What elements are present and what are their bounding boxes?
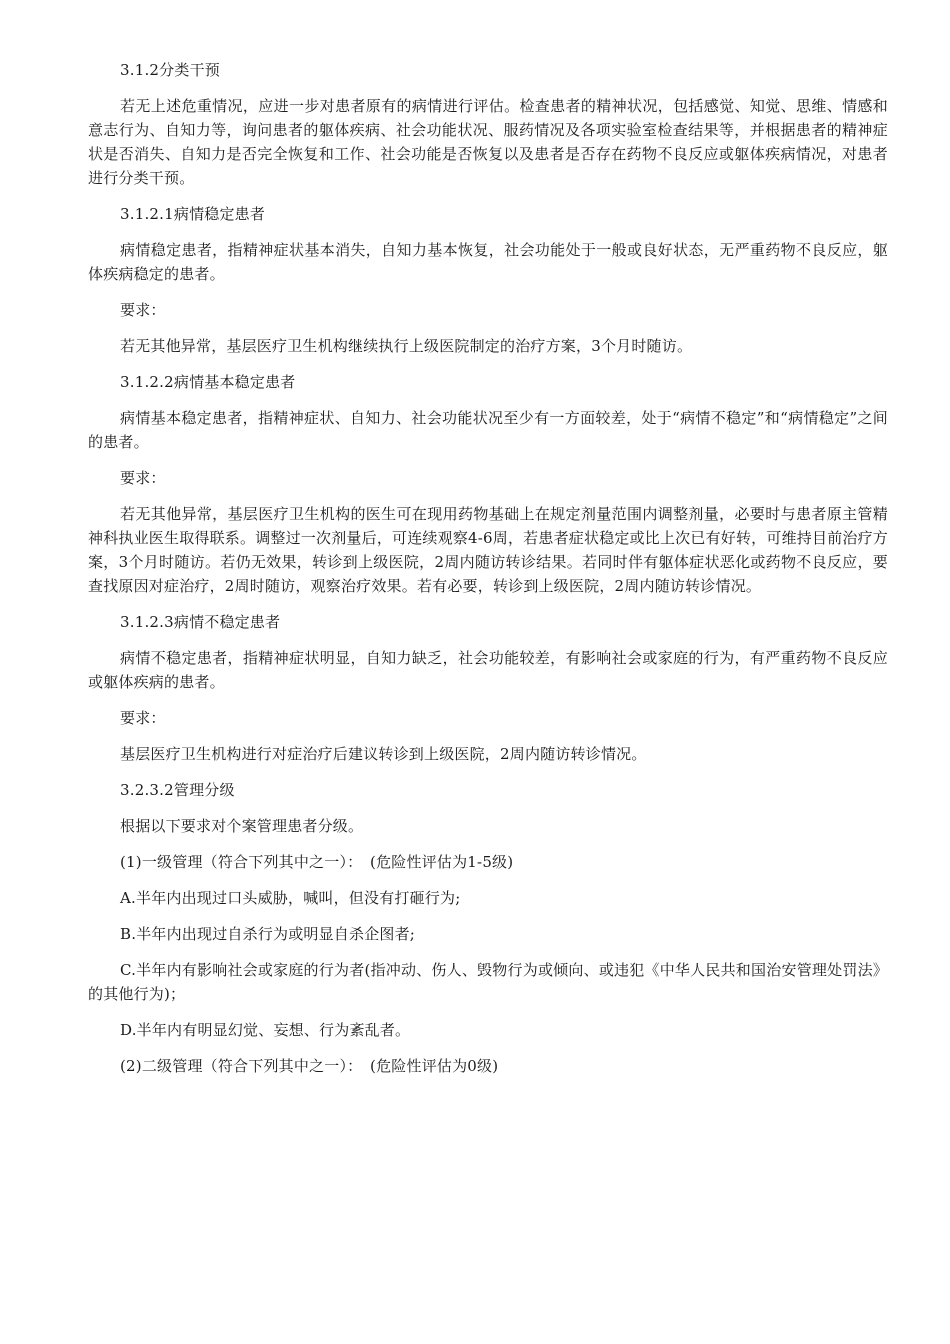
requirement-label: 要求：	[120, 469, 166, 487]
paragraph-basic-stable-requirement: 若无其他异常，基层医疗卫生机构的医生可在现用药物基础上在规定剂量范围内调整剂量，必要时与患者原主管精神科执业医生取得联系。调整过一次剂量后，可连续观察4-6周，若患者症状稳定或比上次已有好转，可维持目前治疗方案，3个月时随访。若仍无效果，转诊到上级医院，2周内随访转诊结果。若同时伴有躯体症状恶化或药物不良反应，要查找原因对症治疗，2周时随访，观察治疗效果。若有必要，转诊到上级医院，2周内随访转诊情况。	[88, 505, 888, 595]
heading-3-1-2-1: 3.1.2.1病情稳定患者	[120, 205, 266, 223]
paragraph-basic-stable-definition: 病情基本稳定患者，指精神症状、自知力、社会功能状况至少有一方面较差，处于“病情不稳定”和“病情稳定”之间的患者。	[88, 409, 888, 451]
paragraph-unstable-definition: 病情不稳定患者，指精神症状明显，自知力缺乏，社会功能较差，有影响社会或家庭的行为，有严重药物不良反应或躯体疾病的患者。	[88, 649, 888, 691]
paragraph-classification-intro: 根据以下要求对个案管理患者分级。	[120, 817, 364, 835]
criterion-d: D.半年内有明显幻觉、妄想、行为紊乱者。	[120, 1021, 411, 1039]
requirement-label: 要求：	[120, 709, 166, 727]
requirement-label: 要求：	[120, 301, 166, 319]
paragraph-stable-definition: 病情稳定患者，指精神症状基本消失，自知力基本恢复，社会功能处于一般或良好状态，无严重药物不良反应，躯体疾病稳定的患者。	[88, 241, 888, 283]
criterion-c: C.半年内有影响社会或家庭的行为者(指冲动、伤人、毁物行为或倾向、或违犯《中华人民共和国治安管理处罚法》的其他行为)；	[88, 961, 888, 1003]
document-page	[88, 58, 888, 1078]
heading-3-1-2-3: 3.1.2.3病情不稳定患者	[120, 613, 281, 631]
heading-3-2-3-2: 3.2.3.2管理分级	[120, 781, 235, 799]
heading-3-1-2-2: 3.1.2.2病情基本稳定患者	[120, 373, 296, 391]
level-1-management: (1)一级管理（符合下列其中之一）： (危险性评估为1-5级)	[120, 853, 514, 871]
criterion-a: A.半年内出现过口头威胁，喊叫，但没有打砸行为;	[120, 889, 461, 907]
paragraph-stable-requirement: 若无其他异常，基层医疗卫生机构继续执行上级医院制定的治疗方案，3个月时随访。	[120, 337, 693, 355]
heading-3-1-2: 3.1.2分类干预	[120, 61, 220, 79]
criterion-b: B.半年内出现过自杀行为或明显自杀企图者;	[120, 925, 416, 943]
paragraph-assessment: 若无上述危重情况，应进一步对患者原有的病情进行评估。检查患者的精神状况，包括感觉、知觉、思维、情感和意志行为、自知力等，询问患者的躯体疾病、社会功能状况、服药情况及各项实验室检查结果等，并根据患者的精神症状是否消失、自知力是否完全恢复和工作、社会功能是否恢复以及患者是否存在药物不良反应或躯体疾病情况，对患者进行分类干预。	[88, 97, 888, 187]
level-2-management: (2)二级管理（符合下列其中之一）： (危险性评估为0级)	[120, 1057, 499, 1075]
paragraph-unstable-requirement: 基层医疗卫生机构进行对症治疗后建议转诊到上级医院，2周内随访转诊情况。	[120, 745, 647, 763]
